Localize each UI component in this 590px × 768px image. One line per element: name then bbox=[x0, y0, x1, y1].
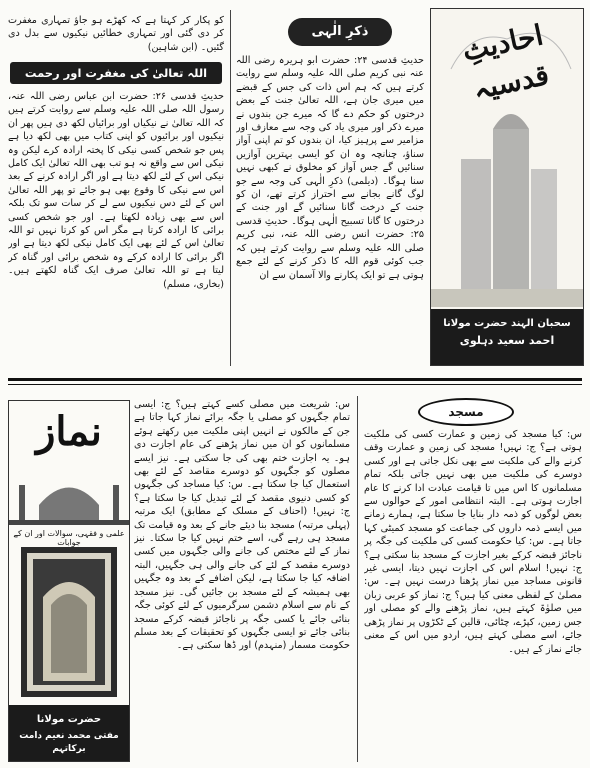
column-divider bbox=[230, 10, 231, 366]
author-credit bbox=[431, 309, 583, 365]
masjid-qa-text: س: کیا مسجد کی زمین و عمارت کسی کی ملکیت ہوتی ہے؟ ج: نہیں! مسجد کی زمین و عمارت وقف کرنے والے کی ملکیت سے بھی نکل جاتی ہے اور کسی دوسرے کی ملکیت میں بھی نہیں جاتی بلکہ تمام مسلمانوں کا اس میں تا قیامت عبادت ادا کرنے کا عام اجازت ہوتی ہے۔ البتہ انتظامی امور کے حوالوں سے بعض لوگوں کو ذمہ دار بنایا جا سکتا ہے، ہمارے زمانے میں ایسے ذمہ داروں کی جماعت کو مسجد کمیٹی کہا جاتا ہے۔ س: کیا حکومت کسی کی ملکیت کی جگہ پر ناجائز قبضہ کرکے بغیر اجازت کے مسجد بنا سکتی ہے؟ ج: نہیں! اسلام اس کی اجازت نہیں دیتا، ایسی غیر قانونی مساجد میں نماز پڑھنا درست نہیں ہے۔ س: مصلیٰ کے لفظی معنی کیا ہیں؟ ج: نماز کو عربی زبان میں صلوٰۃ کہتے ہیں، نماز پڑھنے والے کو مصلی اور جس زمین، کپڑے، چٹائی، قالین کے ٹکڑوں پر نماز پڑھی جائے، اسے مصلی کہتے ہیں، اردو میں اس کے معنی جائے نماز کے ہیں۔ bbox=[364, 429, 582, 655]
author-credit bbox=[9, 705, 129, 761]
top-title-sidebar bbox=[430, 8, 584, 366]
mosque-silhouette-icon bbox=[9, 465, 129, 525]
column-divider bbox=[357, 396, 358, 762]
top-left-intro bbox=[8, 14, 224, 58]
maghfirat-heading: اللہ تعالیٰ کی مغفرت اور رحمت bbox=[10, 62, 222, 84]
namaz-title: نماز bbox=[36, 408, 102, 455]
section-divider-thin bbox=[8, 384, 582, 385]
author-line-2: احمد سعید دہلوی bbox=[459, 334, 555, 347]
author-line-2: مفتی محمد نعیم دامت برکاتہم bbox=[19, 731, 119, 754]
sidebar-caption: علمی و فقہی، سوالات اور ان کے جوابات bbox=[13, 529, 125, 547]
bottom-title-sidebar bbox=[8, 400, 130, 762]
section-divider bbox=[8, 378, 582, 381]
section-title: احادیثِ قدسیہ bbox=[459, 18, 552, 107]
bottom-left-column bbox=[134, 398, 350, 762]
top-right-column bbox=[236, 54, 424, 370]
bottom-right-column bbox=[364, 428, 582, 762]
author-line-1: حضرت مولانا bbox=[36, 714, 102, 725]
prayer-mat-icon bbox=[21, 547, 117, 697]
hadith-26-text: حدیثِ قدسی ۲۶: حضرت ابن عباس رضی اللہ عنہ، رسول اللہ صلی اللہ علیہ وسلم سے روایت کرتے ہیں کہ اللہ تعالیٰ نے نیکیاں اور برائیاں لکھ دی ہیں پھر ان نیکیوں اور برائیوں کو اپنی کتاب میں بھی لکھ دیا ہے پس جو شخص کسی نیکی کا پختہ ارادہ کرے لیکن وہ نیکی اس سے واقع نہ ہو تب بھی اللہ تعالیٰ ایک کامل نیکی اس کے لئے لکھ دیتا ہے اور اگر ارادہ کرنے کے بعد اس سے نیکی کا وقوع بھی ہو جائے تو پھر اللہ تعالیٰ اس کے لئے دس نیکیوں سے لے کر سات سو تک بلکہ اس سے بھی زیادہ لکھتا ہے۔ اور جو شخص کسی برائی کا ارادہ کرتا ہے مگر اس کو کرتا نہیں تو اللہ تعالیٰ اس کے لئے بھی ایک کامل نیکی لکھ دیتا ہے اور اگر برائی کا ارادہ کرکے وہ شخص برائی اور گناہ کر لیتا ہے تو اللہ تعالیٰ صرف ایک گناہ لکھتے ہیں۔ (بخاری، مسلم) bbox=[8, 91, 224, 290]
hadith-24-25-text: حدیثِ قدسی ۲۴: حضرت ابو ہریرہ رضی اللہ عنہ نبی کریم صلی اللہ علیہ وسلم سے روایت کرتے ہیں کہ ہم اس ذات کی جس کے قبضے میں میری جان ہے، اللہ تعالیٰ جنت کے بعض درختوں کو حکم دے گا کہ میرے جن بندوں نے میرے ذکر اور میری یاد کی وجہ سے معازف اور مزامیر سے پرہیز کیا، ان بندوں کو تم اپنی آواز سناؤ، چنانچہ وہ ان کو ایسی بہترین آوازیں سنائیں گے جس آواز کو مخلوق نے کبھی نہیں سنا ہوگا۔ (دیلمی) ذکرِ الٰہی کی وجہ سے جو لوگ گانے بجانے سے احتراز کرتے تھے، ان کو جنت کے درخت گانا سنائیں گے اور جنت کے درختوں کا گانا تسبیح الٰہی ہوگا۔ حدیثِ قدسی ۲۵: حضرت انس رضی اللہ عنہ، نبی کریم صلی اللہ علیہ وسلم سے روایت کرتے ہیں کہ جب کوئی قوم اللہ کا ذکر کرنے کے لئے جمع ہوتی ہے تو ایک پکارنے والا آسمان سے ان bbox=[236, 55, 424, 281]
top-left-column bbox=[8, 90, 224, 370]
author-line-1: سحبان الہند حضرت مولانا bbox=[443, 318, 571, 329]
masjid-heading: مسجد bbox=[418, 398, 514, 426]
continuation-text: کو پکار کر کہتا ہے کہ کھڑے ہو جاؤ تمہاری مغفرت کر دی گئی اور تمہاری خطائیں نیکیوں سے بدل دی گئیں۔ (ابن شاہین) bbox=[8, 15, 224, 53]
musalla-qa-text: س: شریعت میں مصلی کسے کہتے ہیں؟ ج: ایسی تمام جگہوں کو مصلی یا جگہ برائے نماز کہا جاتا ہے جن کے مالکوں نے انہیں اپنی ملکیت میں رکھتے ہوئے مسلمانوں کو ان میں نماز پڑھنے کی عام اجازت دی ہو۔ یہ اجازت ختم بھی کی جا سکتی ہے۔ نیز ایسے مصلوں کو جگہوں کو دوسرے مقاصد کے لئے بھی استعمال کیا جا سکتا ہے۔ س: کیا مساجد کی جگہوں کو کسی دنیوی مقصد کے لئے تبدیل کیا جا سکتا ہے؟ ج: نہیں! (احناف کے مسلک کے مطابق) ایک مرتبہ (پہلی مرتبہ) مسجد بنا دیئے جانے کے بعد وہ قیامت تک مسجد ہی رہے گی، اسے ختم نہیں کیا جا سکتا۔ نیز نماز کے لئے مختص کی جانے والی جگہوں میں کسی دوسرے مقصد کے لئے کی جانے والی ہی جگہیں، البتہ اضافہ کیا جا سکتا ہے، لیکن اضافے کے بعد وہ جگہیں بھی ہمیشہ کے لئے مسجد بن جائیں گی۔ نیز مسجد کے نام سے اسلام دشمن سرگرمیوں کے لئے کوئی جگہ بنائی جائے یا کسی جگہ پر ناجائز قبضہ کرکے مسجد بنائی جائے تو ایسی جگہوں کو تحقیقات کے بعد مسلم حکومت مسمار (منہدم) اور ڈھا سکتی ہے۔ bbox=[134, 399, 350, 652]
zikr-heading: ذکرِ الٰہی bbox=[288, 18, 392, 46]
